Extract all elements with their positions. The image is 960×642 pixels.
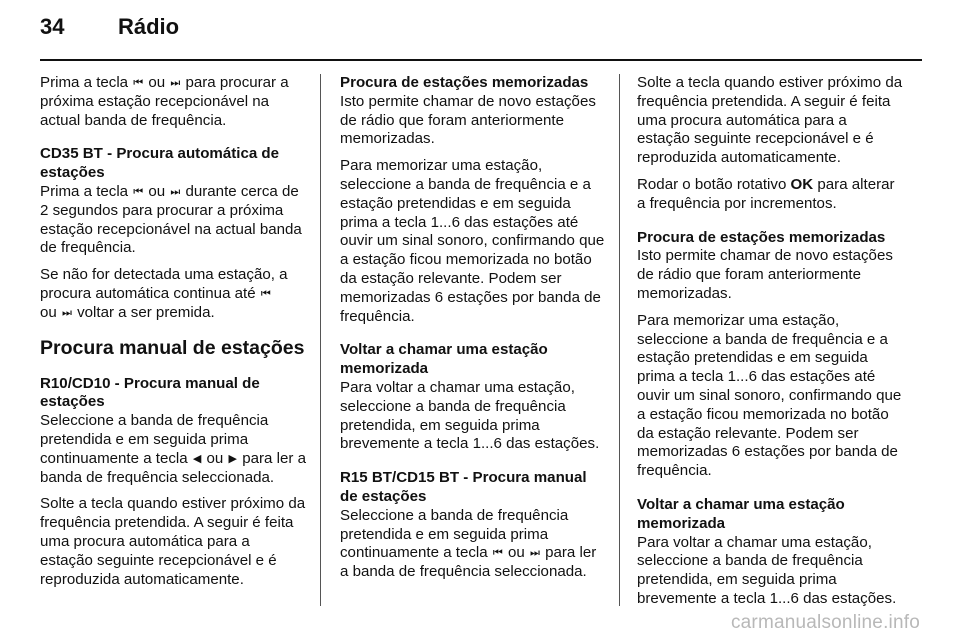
column-divider-2 [619,74,620,606]
column-1 [40,74,306,597]
paragraph-recall-station: Voltar a chamar uma estação memorizada Para voltar a chamar uma estação, seleccione a banda de frequência pretendida, em seguida prima brevemente a tecla 1...6 das estações. [340,341,606,454]
subheading-recall-station: Voltar a chamar uma estação memorizada [340,341,548,378]
triangle-left-icon: ◀ [192,452,202,465]
page-header [0,0,960,62]
paragraph-ok-knob: Rodar o botão rotativo OK para alterar a frequência por incrementos. [637,175,895,212]
paragraph-recall-station-2: Voltar a chamar uma estação memorizada Para voltar a chamar uma estação, seleccione a banda de frequência pretendida, em seguida prima brevemente a tecla 1...6 das estações. [637,496,903,609]
subheading-recall-station-2: Voltar a chamar uma estação memorizada [637,495,845,532]
paragraph-r15-manual-search: R15 BT/CD15 BT - Procura manual de estações Seleccione a banda de frequência pretendida e em seguida prima continuamente a tecla ⏮ ou ⏭ para ler a banda de frequência seleccionada. [340,469,606,582]
paragraph-memorize-how: Para memorizar uma estação, seleccione a banda de frequência e a estação pretendidas e em seguida prima a tecla 1...6 das estações até ouvir um sinal sonoro, confirmando que a estação ficou memorizada no botão da estação relevante. Podem ser memorizadas 6 estações por banda de frequência. [340,157,605,325]
paragraph-memorized-intro-2: Procura de estações memorizadas Isto permite chamar de novo estações de rádio que foram anteriormente memorizadas. [637,229,903,304]
page-title: Rádio [118,14,180,39]
page-number: 34 [40,14,65,39]
subheading-memorized-stations: Procura de estações memorizadas [340,74,589,91]
seek-forward-icon: ⏭ [170,77,179,89]
paragraph-not-detected: Se não for detectada uma estação, a procura automática continua até ⏮ ou ⏭ voltar a ser premida. [40,266,288,321]
subheading-memorized-stations-2: Procura de estações memorizadas [637,228,886,246]
seek-forward-icon: ⏭ [170,185,179,198]
seek-back-icon: ⏮ [133,185,142,198]
triangle-right-icon: ▶ [228,452,237,465]
paragraph-memorize-how-2: Para memorizar uma estação, seleccione a banda de frequência e a estação pretendidas e em seguida prima a tecla 1...6 das estações até ouvir um sinal sonoro, confirmando que a estação ficou memorizada no botão da estação relevante. Podem ser memorizadas 6 estações por banda de frequência. [637,311,902,480]
subheading-r15: R15 BT/CD15 BT - Procura manual de estações [340,469,587,505]
paragraph-seek-intro: Prima a tecla ⏮ ou ⏭ para procurar a próxima estação recepcionável na actual banda de frequência. [40,74,289,129]
paragraph-r10-manual-search: R10/CD10 - Procura manual de estações Seleccione a banda de frequência pretendida e em seguida prima continuamente a tecla ◀ ou ▶ para ler a banda de frequência seleccionada. [40,374,306,486]
subheading-cd35: CD35 BT - Procura automática de estações [40,145,280,182]
seek-forward-icon: ⏭ [61,306,70,319]
paragraph-memorized-intro: Procura de estações memorizadas Isto permite chamar de novo estações de rádio que foram anteriormente memorizadas. [340,74,606,149]
column-divider-1 [320,74,321,606]
watermark: carmanualsonline.info [730,612,920,633]
seek-forward-icon: ⏭ [529,547,538,560]
paragraph-cd35-auto-search: CD35 BT - Procura automática de estações Prima a tecla ⏮ ou ⏭ durante cerca de 2 segundos para procurar a próxima estação recepcionável na actual banda de frequência. [40,145,306,258]
subheading-r10: R10/CD10 - Procura manual de estações [40,374,260,411]
column-3 [637,74,903,617]
paragraph-release-key: Solte a tecla quando estiver próximo da frequência pretendida. A seguir é feita uma procura automática para a estação seguinte recepcionável e é reproduzida automaticamente. [40,495,306,588]
ok-button-label: OK [790,175,814,193]
seek-back-icon: ⏮ [492,547,501,560]
header-divider [40,59,922,61]
seek-back-icon: ⏮ [260,287,269,300]
column-2 [340,74,606,590]
seek-back-icon: ⏮ [133,77,142,89]
paragraph-release-key-2: Solte a tecla quando estiver próximo da frequência pretendida. A seguir é feita uma procura automática para a estação seguinte recepcionável e é reproduzida automaticamente. [637,74,903,167]
section-heading-manual-search: Procura manual de estações [40,336,305,359]
